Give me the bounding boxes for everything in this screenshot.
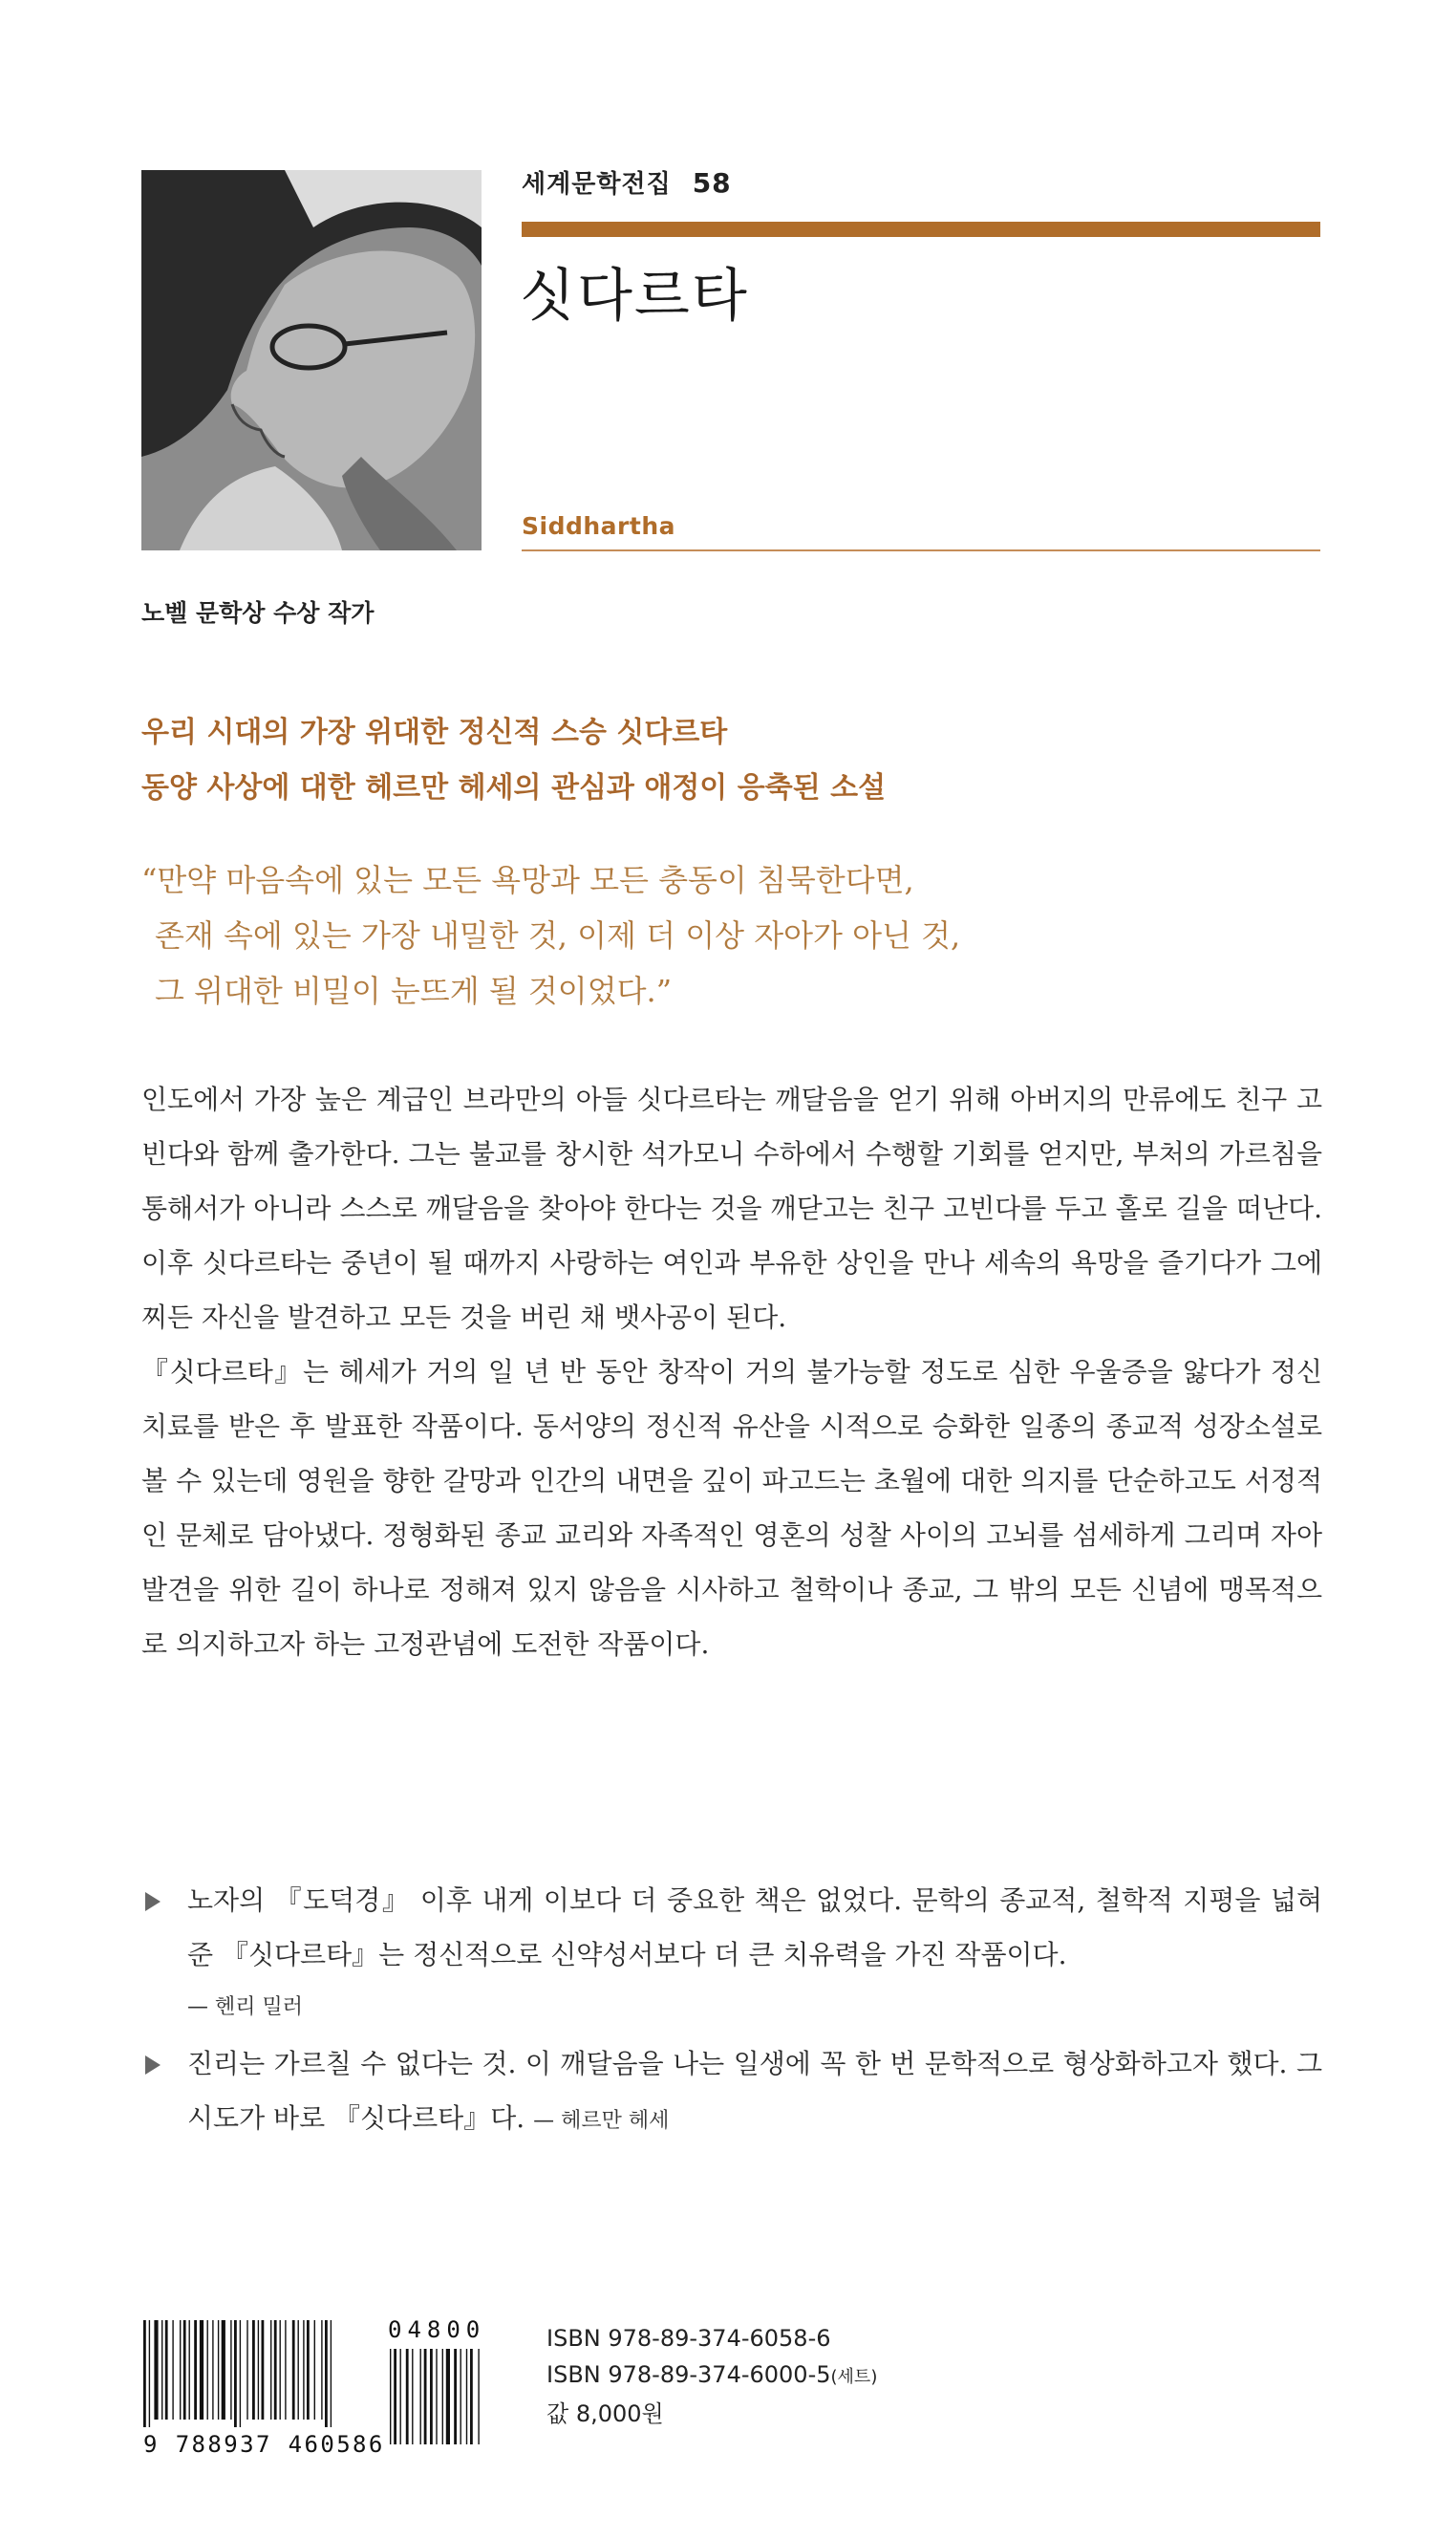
barcode-bar xyxy=(321,2320,322,2420)
barcode-bar xyxy=(292,2320,295,2420)
barcode-bar xyxy=(270,2320,271,2420)
barcode-bar xyxy=(194,2320,197,2420)
barcode-bar xyxy=(149,2320,150,2427)
praise-attribution: — 헤르만 헤세 xyxy=(533,2109,670,2133)
barcode-bar xyxy=(200,2320,203,2420)
triangle-bullet-icon xyxy=(145,1892,161,1911)
headline xyxy=(141,705,886,816)
isbn-set: ISBN 978-89-374-6000-5 xyxy=(546,2361,831,2388)
barcode-digits: 9 788937 460586 xyxy=(143,2431,385,2458)
synopsis-paragraph: 『싯다르타』는 헤세가 거의 일 년 반 동안 창작이 거의 불가능할 정도로 심한 우울증을 앓다가 정신 치료를 받은 후 발표한 작품이다. 동서양의 정신적 유산을 시적으로 승화한 일종의 종교적 성장소설로 볼 수 있는데 영원을 향한 갈망과 인간의 내면을 깊이 파고드는 초월에 대한 의지를 단순하고도 서정적인 문체로 담아냈다. 정형화된 종교 교리와 자족적인 영혼의 성찰 사이의 고뇌를 섬세하게 그리며 자아 발견을 위한 길이 하나로 정해져 있지 않음을 시사하고 철학이나 종교, 그 밖의 모든 신념에 맹목적으로 의지하고자 하는 고정관념에 도전한 작품이다. xyxy=(141,1356,1322,1660)
headline-line: 동양 사상에 대한 헤르만 헤세의 관심과 애정이 응축된 소설 xyxy=(141,771,887,805)
addon-bar xyxy=(424,2349,427,2444)
addon-bar xyxy=(400,2349,401,2444)
barcode-bar xyxy=(154,2320,158,2420)
barcode-bar xyxy=(246,2320,247,2420)
addon-bar xyxy=(470,2349,473,2444)
series-name: 세계문학전집 xyxy=(522,170,672,199)
barcode-bar xyxy=(212,2320,213,2420)
series-number: 58 xyxy=(692,167,732,199)
addon-bar xyxy=(446,2349,450,2444)
barcode-bar xyxy=(252,2320,255,2420)
praise-attribution-line xyxy=(141,1982,1322,2031)
barcode-bar xyxy=(298,2320,299,2420)
triangle-bullet-icon xyxy=(145,2055,161,2075)
barcode-bar xyxy=(218,2320,219,2420)
title-rule xyxy=(522,222,1320,237)
original-title-rule xyxy=(522,549,1320,551)
barcode-bar xyxy=(314,2320,315,2420)
addon-bar xyxy=(406,2349,409,2444)
price: 값 8,000원 xyxy=(546,2400,664,2427)
addon-bar xyxy=(436,2349,437,2444)
barcode-bar xyxy=(331,2320,332,2427)
barcode-bar xyxy=(180,2320,181,2420)
addon-bar xyxy=(466,2349,467,2444)
isbn-volume: ISBN 978-89-374-6058-6 xyxy=(546,2325,831,2352)
praise-item xyxy=(141,2036,1322,2148)
barcode-bar xyxy=(280,2320,281,2420)
barcode-bar xyxy=(234,2320,237,2427)
addon-bar xyxy=(478,2349,479,2444)
quote-line: “만약 마음속에 있는 모든 욕망과 모든 충동이 침묵한다면, xyxy=(141,862,914,898)
author-photo xyxy=(141,170,482,550)
barcode-bar xyxy=(165,2320,168,2420)
author-portrait-illustration xyxy=(141,170,482,550)
addon-digits: 04800 xyxy=(388,2316,486,2343)
praise-text: 진리는 가르칠 수 없다는 것. 이 깨달음을 나는 일생에 꼭 한 번 문학적으로 형상화하고자 했다. 그 시도가 바로 『싯다르타』다. xyxy=(187,2048,1322,2134)
barcode-bar xyxy=(325,2320,328,2427)
author-badge: 노벨 문학상 수상 작가 xyxy=(141,599,375,627)
barcode-bar xyxy=(285,2320,286,2420)
headline-line: 우리 시대의 가장 위대한 정신적 스승 싯다르타 xyxy=(141,716,728,749)
praise-text: 노자의 『도덕경』 이후 내게 이보다 더 중요한 책은 없었다. 문학의 종교적, 철학적 지평을 넓혀 준 『싯다르타』는 정신적으로 신약성서보다 더 큰 치유력을 가진 작품이다. xyxy=(187,1884,1322,1970)
praise-attribution: — 헨리 밀러 xyxy=(187,1995,303,2019)
barcode-bar xyxy=(274,2320,277,2420)
isbn-block xyxy=(546,2320,877,2432)
barcode-bar xyxy=(230,2320,231,2420)
addon-bar xyxy=(430,2349,433,2444)
barcode-bar xyxy=(172,2320,173,2420)
series-label xyxy=(522,164,732,200)
barcode-icon xyxy=(141,2320,386,2427)
barcode-bar xyxy=(207,2320,208,2420)
addon-bar xyxy=(442,2349,443,2444)
synopsis xyxy=(141,1072,1322,1671)
quote xyxy=(141,852,960,1019)
addon-bar xyxy=(412,2349,413,2444)
addon-bar xyxy=(460,2349,461,2444)
barcode-bar xyxy=(258,2320,259,2420)
barcode-bar xyxy=(183,2320,186,2420)
barcode-bar xyxy=(143,2320,146,2427)
barcode-bar xyxy=(307,2320,310,2420)
addon-bar xyxy=(394,2349,396,2444)
addon-bar xyxy=(390,2349,391,2444)
original-title: Siddhartha xyxy=(522,512,675,540)
synopsis-paragraph: 인도에서 가장 높은 계급인 브라만의 아들 싯다르타는 깨달음을 얻기 위해 아버지의 만류에도 친구 고빈다와 함께 출가한다. 그는 불교를 창시한 석가모니 수하에서 수행할 기회를 얻지만, 부처의 가르침을 통해서가 아니라 스스로 깨달음을 찾아야 한다는 것을 깨닫고는 친구 고빈다를 두고 홀로 길을 떠난다. 이후 싯다르타는 중년이 될 때까지 사랑하는 여인과 부유한 상인을 만나 세속의 욕망을 즐기다가 그에 찌든 자신을 발견하고 모든 것을 버린 채 뱃사공이 된다. xyxy=(141,1084,1322,1333)
quote-line: 존재 속에 있는 가장 내밀한 것, 이제 더 이상 자아가 아닌 것, xyxy=(155,917,961,954)
praise-item xyxy=(141,1873,1322,1982)
barcode-bar xyxy=(222,2320,225,2420)
barcode-bar xyxy=(240,2320,241,2427)
barcode-bar xyxy=(262,2320,265,2420)
praise-list xyxy=(141,1873,1322,2148)
quote-line: 그 위대한 비밀이 눈뜨게 될 것이었다.” xyxy=(155,973,673,1009)
addon-bar xyxy=(454,2349,457,2444)
addon-bar xyxy=(420,2349,421,2444)
barcode-bar xyxy=(303,2320,304,2420)
addon-barcode-icon xyxy=(388,2349,514,2444)
book-title: 싯다르타 xyxy=(520,263,749,330)
barcode-bar xyxy=(161,2320,162,2420)
isbn-set-line xyxy=(546,2356,877,2396)
isbn-set-label: (세트) xyxy=(830,2367,878,2387)
barcode-bar xyxy=(189,2320,190,2420)
